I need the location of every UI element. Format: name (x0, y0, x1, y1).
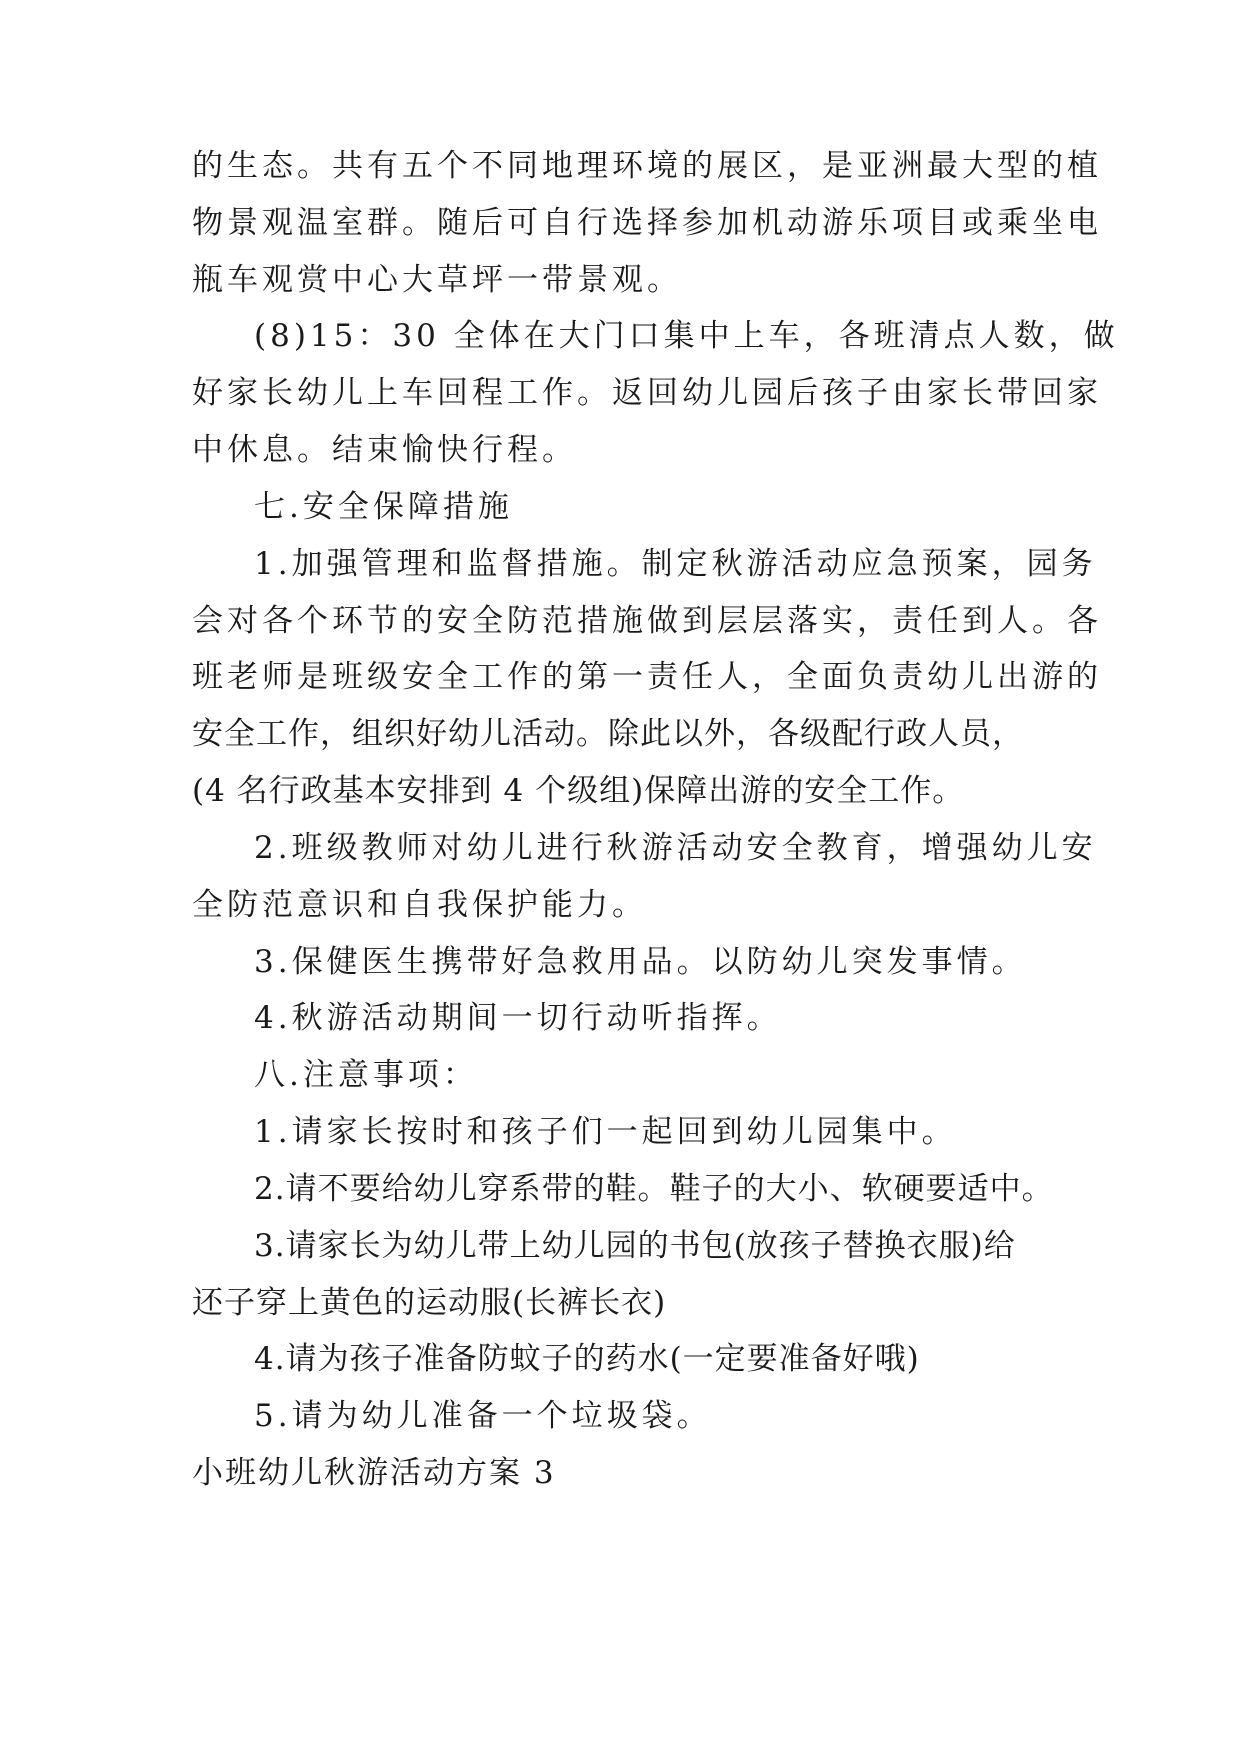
section-heading: 七.安全保障措施 (254, 489, 513, 525)
paragraph-line: 瓶车观赏中心大草坪一带景观。 (192, 262, 682, 298)
paragraph-line: 的生态。共有五个不同地理环境的展区，是亚洲最大型的植 (192, 148, 1102, 184)
paragraph-line: 1.请家长按时和孩子们一起回到幼儿园集中。 (254, 1114, 957, 1150)
paragraph-line: 会对各个环节的安全防范措施做到层层落实，责任到人。各 (192, 603, 1102, 639)
paragraph-line: 1.加强管理和监督措施。制定秋游活动应急预案，园务 (254, 546, 1097, 582)
paragraph-line: 物景观温室群。随后可自行选择参加机动游乐项目或乘坐电 (192, 205, 1102, 241)
document-title: 小班幼儿秋游活动方案 3 (192, 1455, 556, 1491)
paragraph-line: 还子穿上黄色的运动服(长裤长衣) (192, 1285, 667, 1321)
paragraph-line: (4 名行政基本安排到 4 个级组)保障出游的安全工作。 (192, 773, 965, 809)
paragraph-line: 3.请家长为幼儿带上幼儿园的书包(放孩子替换衣服)给 (254, 1228, 1016, 1264)
paragraph-line: 2.请不要给幼儿穿系带的鞋。鞋子的大小、软硬要适中。 (254, 1171, 1054, 1207)
paragraph-line: 3.保健医生携带好急救用品。以防幼儿突发事情。 (254, 944, 1027, 980)
paragraph-line: 2.班级教师对幼儿进行秋游活动安全教育，增强幼儿安 (254, 830, 1097, 866)
paragraph-line: 全防范意识和自我保护能力。 (192, 887, 647, 923)
paragraph-line: 5.请为幼儿准备一个垃圾袋。 (254, 1398, 712, 1434)
paragraph-line: 中休息。结束愉快行程。 (192, 432, 577, 468)
section-heading: 八.注意事项： (254, 1057, 478, 1093)
paragraph-line: 4.秋游活动期间一切行动听指挥。 (254, 1000, 782, 1036)
paragraph-line: 班老师是班级安全工作的第一责任人，全面负责幼儿出游的 (192, 659, 1102, 695)
paragraph-line: 好家长幼儿上车回程工作。返回幼儿园后孩子由家长带回家 (192, 375, 1102, 411)
paragraph-line: 4.请为孩子准备防蚊子的药水(一定要准备好哦) (254, 1341, 920, 1377)
paragraph-line: (8)15：30 全体在大门口集中上车，各班清点人数，做 (254, 318, 1119, 354)
paragraph-line: 安全工作，组织好幼儿活动。除此以外，各级配行政人员， (192, 716, 1024, 752)
